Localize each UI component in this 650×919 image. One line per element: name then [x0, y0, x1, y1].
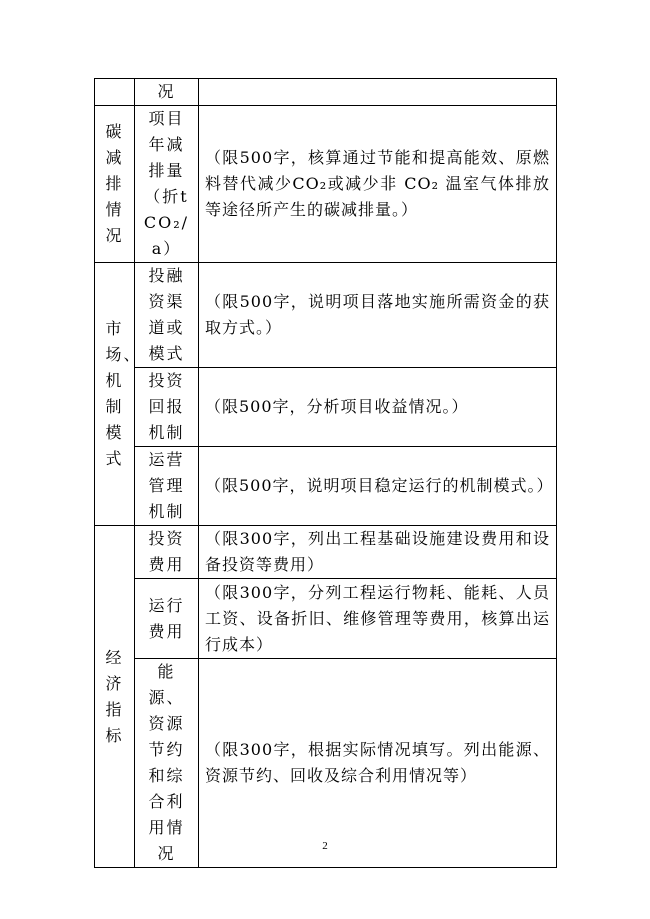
description-cell: [199, 79, 557, 106]
table-row: [95, 659, 557, 868]
subcategory-return-mechanism: 投资回报机制: [135, 368, 199, 447]
subcategory-investment-cost: 投资费用: [135, 526, 199, 579]
page-number: 2: [322, 840, 328, 852]
table-row: [95, 106, 557, 263]
description-resource-saving: （限300字，根据实际情况填写。列出能源、资源节约、回收及综合利用情况等）: [199, 659, 557, 868]
category-carbon-reduction: 碳减排情况: [95, 106, 135, 263]
table-row: [95, 368, 557, 447]
description-operation-mechanism: （限500字，说明项目稳定运行的机制模式。）: [199, 447, 557, 526]
table-row: [95, 579, 557, 659]
subcategory-cell: 况: [135, 79, 199, 106]
description-financing: （限500字，说明项目落地实施所需资金的获取方式。）: [199, 263, 557, 368]
subcategory-annual-reduction: 项目年减排量（折tCO₂/a）: [135, 106, 199, 263]
description-operating-cost: （限300字，分列工程运行物耗、能耗、人员工资、设备折旧、维修管理等费用，核算出运行成本）: [199, 579, 557, 659]
subcategory-resource-saving: 能源、资源节约和综合利用情况: [135, 659, 199, 868]
description-annual-reduction: （限500字，核算通过节能和提高能效、原燃料替代减少CO₂或减少非 CO₂ 温室气体排放等途径所产生的碳减排量。）: [199, 106, 557, 263]
subcategory-operation-mechanism: 运营管理机制: [135, 447, 199, 526]
empty-cell: [95, 79, 135, 106]
table-row: [95, 263, 557, 368]
table-row: [95, 447, 557, 526]
subcategory-operating-cost: 运行费用: [135, 579, 199, 659]
subcategory-financing: 投融资渠道或模式: [135, 263, 199, 368]
table-row: [95, 79, 557, 106]
category-economic-indicators: 经济指标: [95, 526, 135, 868]
project-form-table: [94, 78, 557, 868]
category-market-mechanism: 市场、机制模式: [95, 263, 135, 526]
description-return-mechanism: （限500字，分析项目收益情况。）: [199, 368, 557, 447]
description-investment-cost: （限300字，列出工程基础设施建设费用和设备投资等费用）: [199, 526, 557, 579]
table-row: [95, 526, 557, 579]
